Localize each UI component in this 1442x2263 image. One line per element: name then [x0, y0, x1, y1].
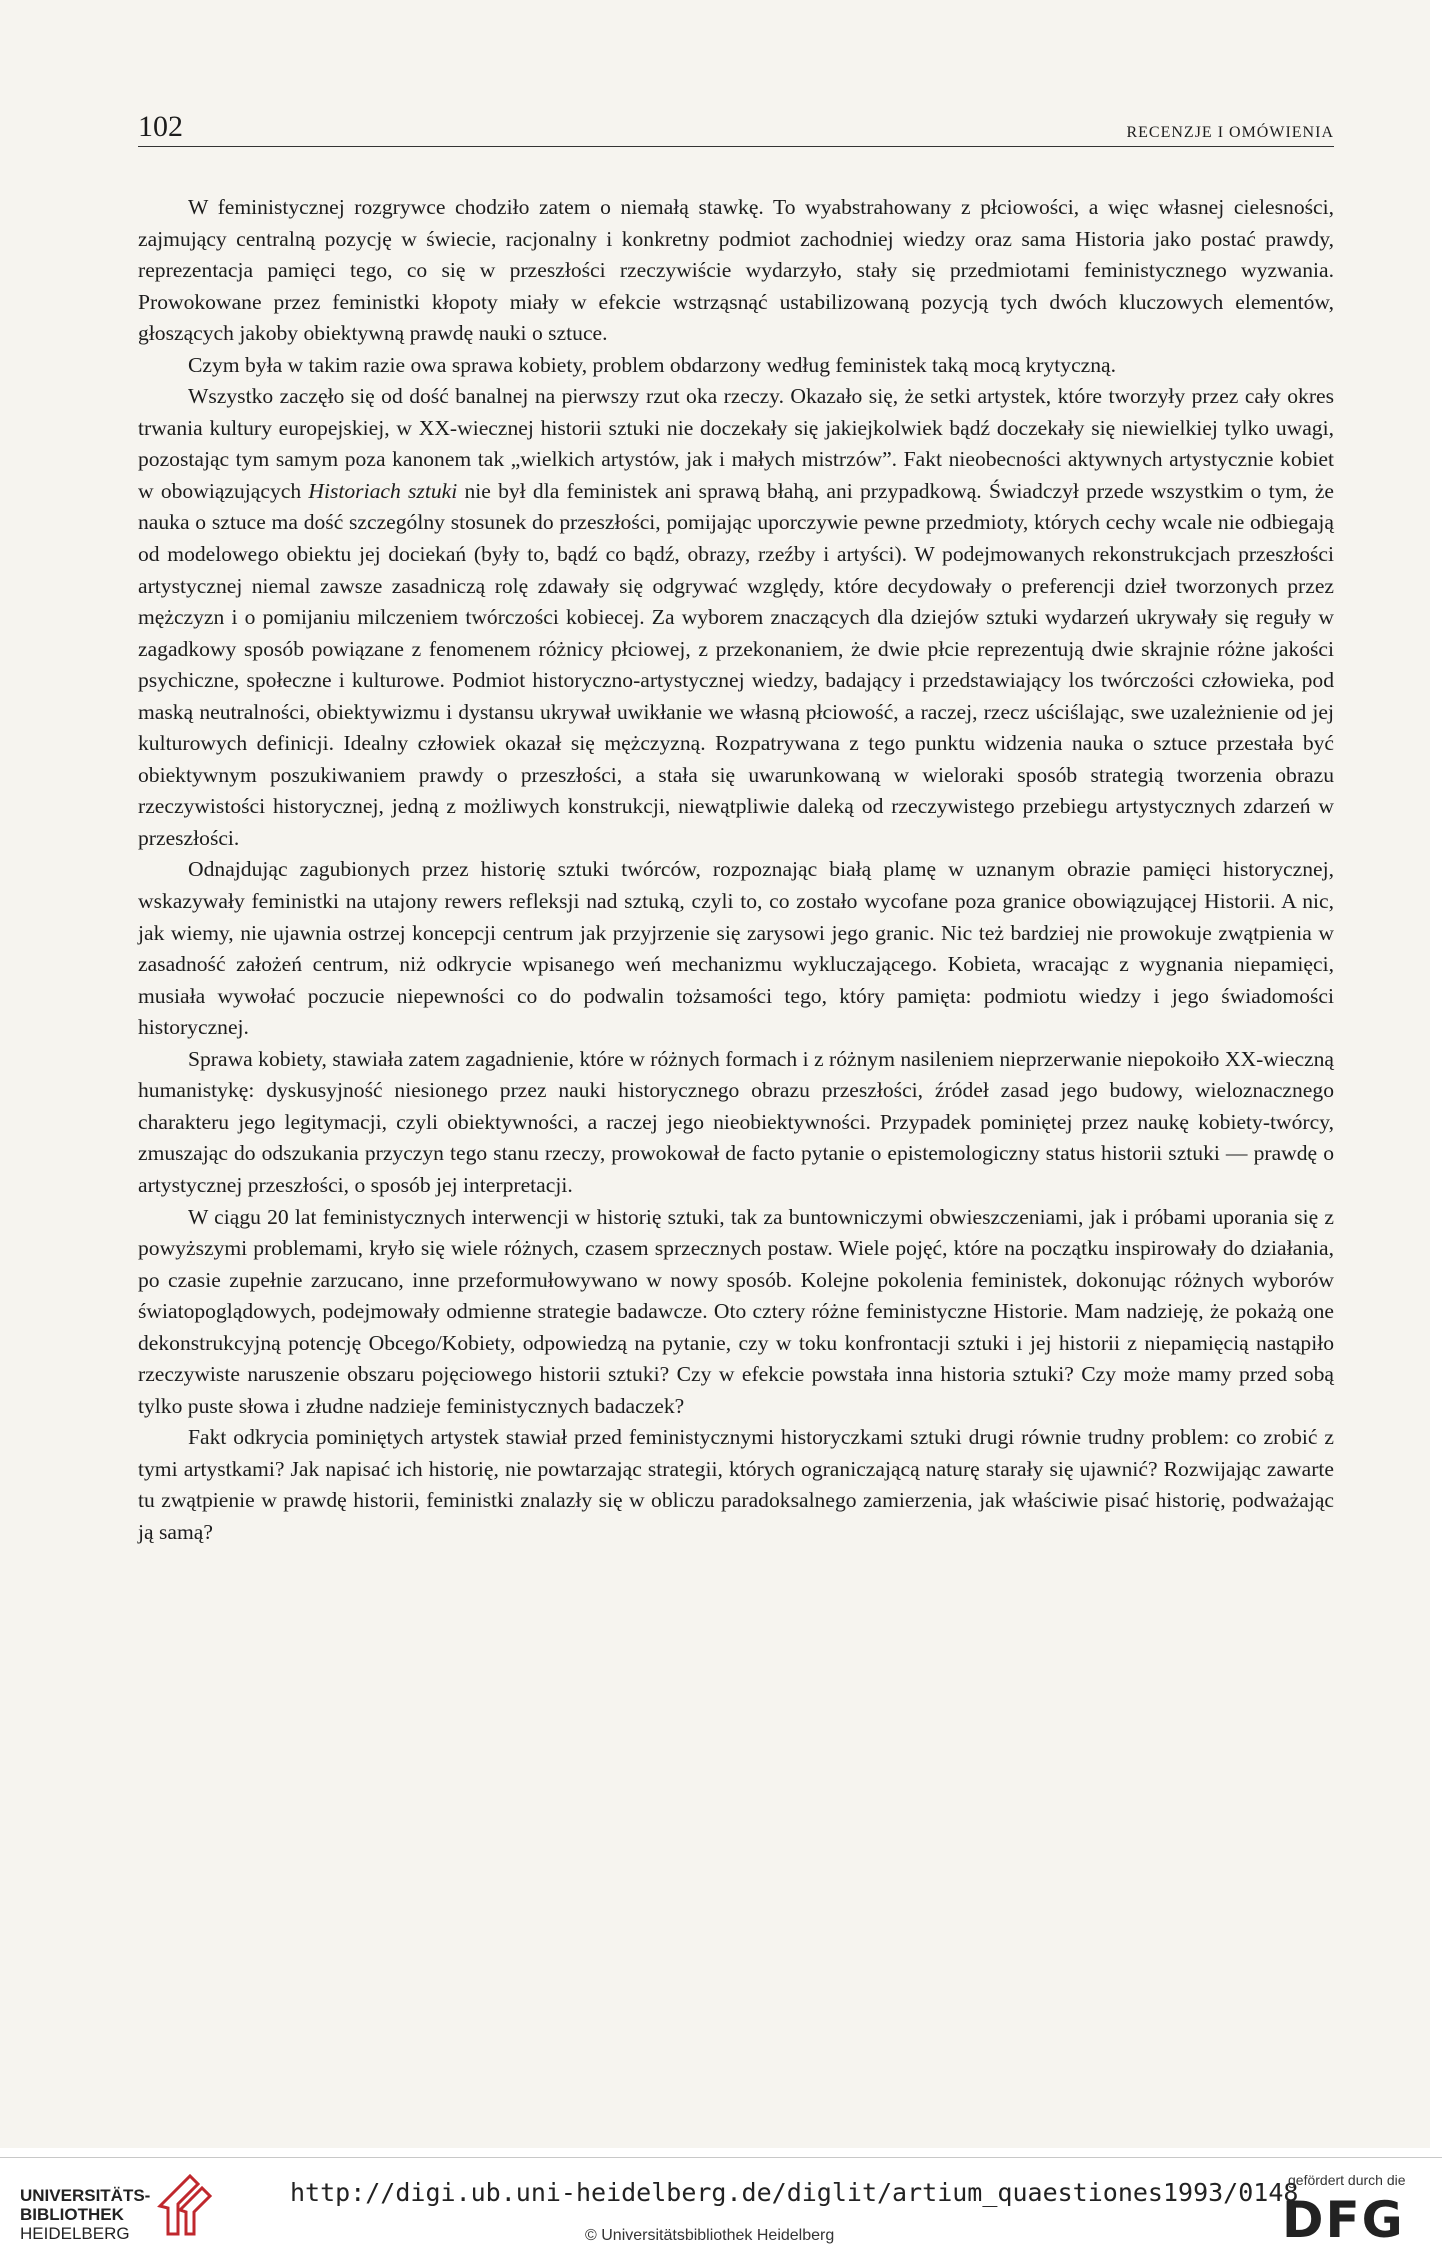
- page-number: 102: [138, 110, 183, 143]
- library-city: HEIDELBERG: [20, 2224, 130, 2243]
- paragraph-2: Czym była w takim razie owa sprawa kobiety, problem obdarzony według feministek taką mocą krytyczną.: [188, 352, 1117, 377]
- paragraph-1: W feministycznej rozgrywce chodziło zatem o niemałą stawkę. To wyabstrahowany z płciowości, a więc własnej cielesności, zajmujący centralną pozycję w świecie, racjonalny i konkretny podmiot zachodniej wiedzy oraz sama Historia jako postać prawdy, reprezentacja pamięci tego, co się w przeszłości rzeczywiście wydarzyło, stały się przedmiotami feministycznego wyzwania. Prowokowane przez feministki kłopoty miały w efekcie wstrząsnąć ustabilizowaną pozycją tych dwóch kluczowych elementów, głoszących jakoby obiektywną prawdę nauki o sztuce.: [138, 195, 1334, 346]
- paragraph-7: Fakt odkrycia pominiętych artystek stawiał przed feministycznymi historyczkami sztuki drugi równie trudny problem: co zrobić z tymi artystkami? Jak napisać ich historię, nie powtarzając strategii, których ograniczającą naturę starały się ujawnić? Rozwijając zawarte tu zwątpienie w prawdę historii, feministki znalazły się w obliczu paradoksalnego zamierzenia, jak właściwie pisać historię, podważając ją samą?: [138, 1425, 1334, 1544]
- paragraph-3: [138, 381, 1334, 854]
- dfg-logo: DFG: [1282, 2191, 1405, 2249]
- paragraph-3-part-2: nie był dla feministek ani sprawą błahą, ani przypadkową. Świadczył przede wszystkim o tym, że nauka o sztuce ma dość szczególny stosunek do przeszłości, pomijając uporczywie pewne przedmioty, których cechy wcale nie odbiegają od modelowego obiektu jej dociekań (były to, bądź co bądź, obrazy, rzeźby i artyści). W podejmowanych rekonstrukcjach przeszłości artystycznej niemal zawsze zasadniczą rolę zdawały się odgrywać względy, które decydowały o preferencji dzieł tworzonych przez mężczyzn i o pomijaniu milczeniem twórczości kobiecej. Za wyborem znaczących dla dziejów sztuki wydarzeń ukrywały się reguły w zagadkowy sposób powiązane z fenomenem różnicy płciowej, z przekonaniem, że dwie płcie reprezentują dwie skrajnie różne jakości psychiczne, społeczne i kulturowe. Podmiot historyczno-artystycznej wiedzy, badający i przedstawiający los twórczości człowieka, pod maską neutralności, obiektywizmu i dystansu ukrywał uwikłanie we własną płciowość, a raczej, rzecz uściślając, swe uzależnienie od jej kulturowych definicji. Idealny człowiek okazał się mężczyzną. Rozpatrywana z tego punktu widzenia nauka o sztuce przestała być obiektywnym poszukiwaniem prawdy o przeszłości, a stała się uwarunkowaną w wieloraki sposób strategią tworzenia obrazu rzeczywistości historycznej, jedną z możliwych konstrukcji, niewątpliwie daleką od rzeczywistego przebiegu artystycznych zdarzeń w przeszłości.: [138, 478, 1334, 850]
- library-name: [20, 2186, 150, 2243]
- copyright-notice: © Universitätsbibliothek Heidelberg: [585, 2227, 835, 2244]
- paragraph-5: Sprawa kobiety, stawiała zatem zagadnienie, które w różnych formach i z różnym nasileniem nieprzerwanie niepokoiło XX-wieczną humanistykę: dyskusyjność niesionego przez nauki historycznego obrazu przeszłości, źródeł zasad jego budowy, wieloznacznego charakteru jego legitymacji, czyli obiektywności, a raczej jego nieobiektywności. Przypadek pominiętej przez naukę kobiety-twórcy, zmuszając do odszukania przyczyn tego stanu rzeczy, prowokował de facto pytanie o epistemologiczny status historii sztuki — prawdę o artystycznej przeszłości, o sposób jej interpretacji.: [138, 1046, 1334, 1197]
- page-edge: [1430, 0, 1442, 2148]
- library-logo-icon: [150, 2168, 220, 2240]
- running-head: RECENZJE I OMÓWIENIA: [1126, 124, 1334, 141]
- article-body: [138, 192, 1334, 1549]
- book-title-emphasis: Historiach sztuki: [308, 478, 458, 503]
- library-name-line-2: BIBLIOTHEK: [20, 2205, 124, 2224]
- funder-label: gefördert durch die: [1288, 2172, 1406, 2188]
- footer-separator: [0, 2157, 1442, 2158]
- paragraph-4: Odnajdując zagubionych przez historię sztuki twórców, rozpoznając białą plamę w uznanym obrazie pamięci historycznej, wskazywały feministki na utajony rewers refleksji nad sztuką, czyli to, co zostało wycofane poza granice obowiązującej Historii. A nic, jak wiemy, nie ujawnia ostrzej koncepcji centrum jak przyjrzenie się zarysowi jego granic. Nic też bardziej nie prowokuje zwątpienia w zasadność założeń centrum, niż odkrycie wpisanego weń mechanizmu wykluczającego. Kobieta, wracając z wygnania niepamięci, musiała wywołać poczucie niepewności co do podwalin tożsamości tego, który pamięta: podmiotu wiedzy i jego świadomości historycznej.: [138, 857, 1334, 1040]
- paragraph-3-part-1: Wszystko zaczęło się od dość banalnej na pierwszy rzut oka rzeczy. Okazało się, że setki artystek, które tworzyły przez cały okres trwania kultury europejskiej, w XX-wiecznej historii sztuki nie doczekały się jakiejkolwiek bądź doczekały się niewielkiej tylko uwagi, pozostając tym samym poza kanonem tak „wielkich artystów, jak i małych mistrzów”. Fakt nieobecności aktywnych artystycznie kobiet w obowiązujących: [138, 384, 1334, 503]
- permalink-url[interactable]: http://digi.ub.uni-heidelberg.de/diglit/artium_quaestiones1993/0148: [290, 2178, 1299, 2207]
- library-name-line-1: UNIVERSITÄTS-: [20, 2186, 151, 2205]
- paragraph-6: W ciągu 20 lat feministycznych interwencji w historię sztuki, tak za buntowniczymi obwieszczeniami, jak i próbami uporania się z powyższymi problemami, kryło się wiele różnych, czasem sprzecznych postaw. Wiele pojęć, które na początku inspirowały do działania, po czasie zupełnie zarzucano, inne przeformułowywano w nowy sposób. Kolejne pokolenia feministek, dokonując różnych wyborów światopoglądowych, podejmowały odmienne strategie badawcze. Oto cztery różne feministyczne Historie. Mam nadzieję, że pokażą one dekonstrukcyjną potencję Obcego/Kobiety, odpowiedzą na pytanie, czy w toku konfrontacji sztuki i jej historii z niepamięcią nastąpiło rzeczywiste naruszenie obszaru pojęciowego historii sztuki? Czy w efekcie powstała inna historia sztuki? Czy może mamy przed sobą tylko puste słowa i złudne nadzieje feministycznych badaczek?: [138, 1204, 1334, 1418]
- header-rule: [138, 146, 1334, 147]
